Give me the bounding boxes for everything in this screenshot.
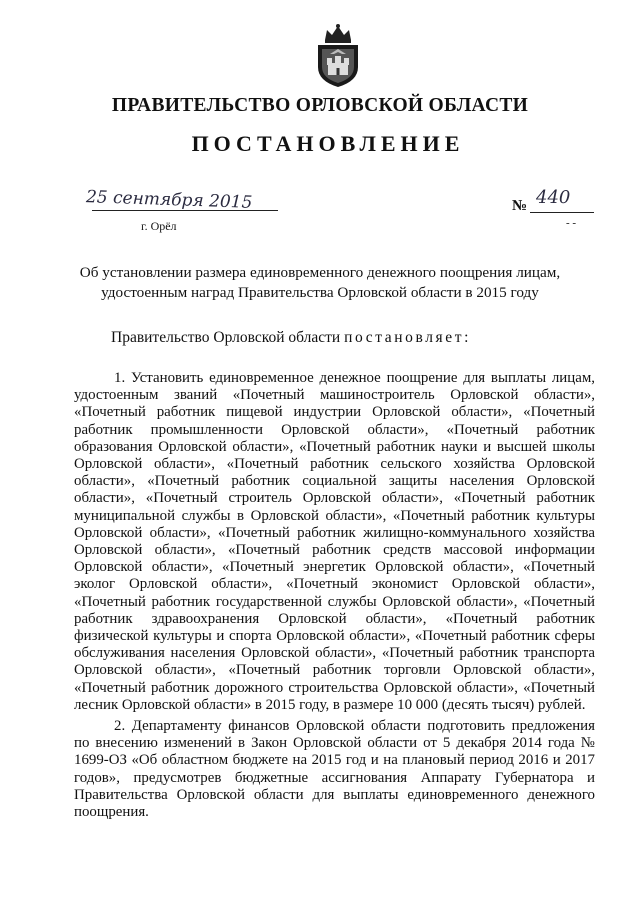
city-label: г. Орёл bbox=[141, 219, 177, 233]
preamble bbox=[111, 329, 471, 347]
preamble-lead: Правительство Орловской области bbox=[111, 329, 345, 346]
document-subject: Об установлении размера единовременного денежного поощрения лицам, удостоенным наград Правительства Орловской области в 2015 году bbox=[79, 264, 561, 301]
date-underline bbox=[92, 210, 278, 211]
number-label: № bbox=[512, 198, 528, 214]
organization-title: ПРАВИТЕЛЬСТВО ОРЛОВСКОЙ ОБЛАСТИ bbox=[111, 95, 529, 116]
orel-coat-of-arms-icon bbox=[313, 23, 363, 89]
handwritten-date: 25 сентября 2015 bbox=[85, 187, 253, 213]
document-body bbox=[74, 370, 595, 821]
document-type-title: ПОСТАНОВЛЕНИЕ bbox=[191, 131, 465, 156]
number-underline bbox=[530, 212, 594, 213]
number-mark: - - bbox=[566, 217, 577, 229]
handwritten-number: 440 bbox=[536, 187, 571, 208]
preamble-resolves: постановляет: bbox=[344, 329, 472, 346]
paragraph: 1. Установить единовременное денежное поощрение для выплаты лицам, удостоенным званий «Почетный машиностроитель Орловской области», «Почетный работник пищевой индустрии Орловской области», «Почетный работник промышленности Орловской области», «Почетный работник образования Орловской области», «Почетный работник науки и высшей школы Орловской области», «Почетный работник сельского хозяйства Орловской области», «Почетный работник социальной защиты населения Орловской области», «Почетный строитель Орловской области», «Почетный работник муниципальной службы в Орловской области», «Почетный работник культуры Орловской области», «Почетный работник жилищно-коммунального хозяйства Орловской области», «Почетный работник средств массовой информации Орловской области», «Почетный энергетик Орловской области», «Почетный эколог Орловской области», «Почетный экономист Орловской области», «Почетный работник государственной службы Орловской области», «Почетный работник здравоохранения Орловской области», «Почетный работник физической культуры и спорта Орловской области», «Почетный работник сферы обслуживания населения Орловской области», «Почетный работник транспорта Орловской области», «Почетный работник торговли Орловской области», «Почетный работник дорожного строительства Орловской области», «Почетный лесник Орловской области» в 2015 году, в размере 10 000 (десять тысяч) рублей. bbox=[74, 370, 595, 713]
paragraph: 2. Департаменту финансов Орловской области подготовить предложения по внесению изменений в Закон Орловской области от 5 декабря 2014 года № 1699-ОЗ «Об областном бюджете на 2015 год и на плановый период 2016 и 2017 годов», предусмотрев бюджетные ассигнования Аппарату Губернатора и Правительства Орловской области для выплаты единовременного денежного поощрения. bbox=[74, 718, 595, 821]
